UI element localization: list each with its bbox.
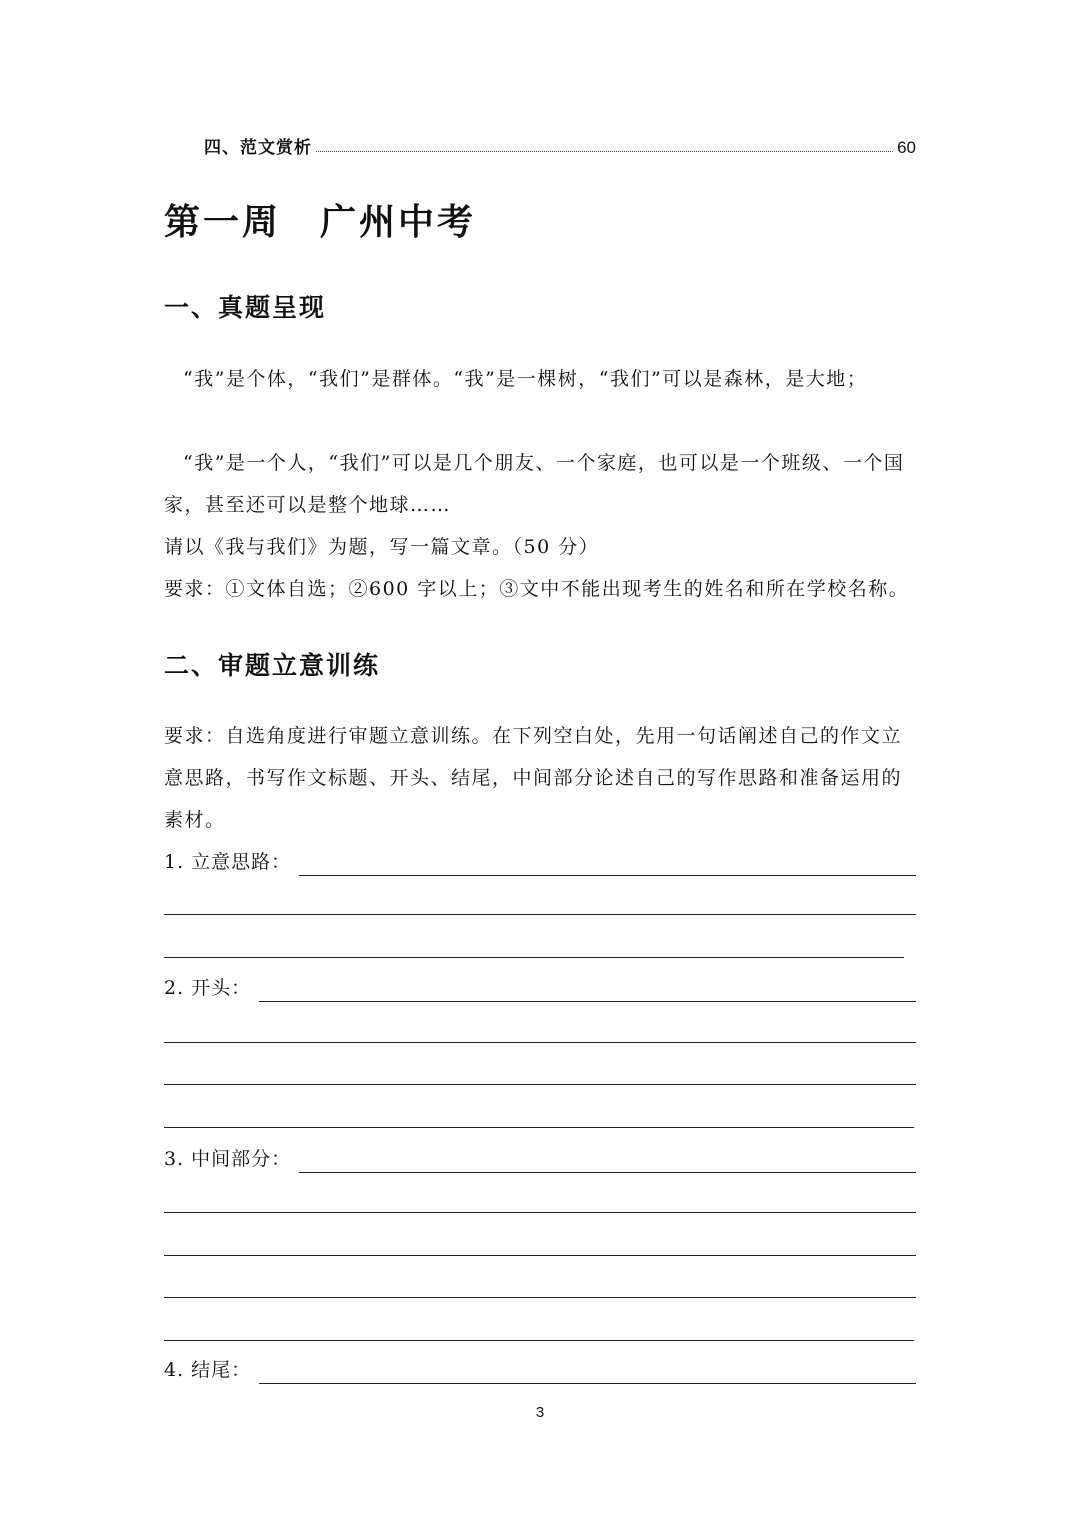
task-statement: 请以《我与我们》为题，写一篇文章。（50 分） (164, 536, 600, 558)
toc-entry (204, 132, 916, 158)
answer-line[interactable] (164, 957, 904, 958)
toc-entry-page: 60 (897, 138, 916, 157)
answer-line[interactable] (164, 1127, 914, 1128)
middle-field[interactable] (164, 1141, 916, 1173)
answer-line[interactable] (259, 1382, 916, 1384)
toc-leader-dots (316, 151, 893, 152)
answer-line[interactable] (164, 1084, 916, 1085)
answer-line[interactable] (164, 1255, 916, 1256)
prompt-paragraph-1: “我”是个体，“我们”是群体。“我”是一棵树，“我们”可以是森林，是大地； (183, 368, 868, 390)
section-heading-training: 二、审题立意训练 (164, 651, 381, 680)
requirements-text: 要求：①文体自选；②600 字以上；③文中不能出现考生的姓名和所在学校名称。 (164, 578, 910, 600)
opening-field[interactable] (164, 970, 916, 1002)
page-number: 3 (535, 1404, 545, 1421)
ending-field[interactable] (164, 1352, 916, 1384)
answer-line[interactable] (164, 1297, 916, 1298)
prompt-paragraph-2: “我”是一个人，“我们”可以是几个朋友、一个家庭，也可以是一个班级、一个国家，甚至还可以是整个地球…… (164, 452, 905, 516)
answer-line[interactable] (259, 1000, 916, 1002)
ending-field-label: 4. 结尾： (164, 1359, 252, 1381)
answer-line[interactable] (299, 1171, 916, 1173)
opening-field-label: 2. 开头： (164, 977, 252, 999)
answer-line[interactable] (164, 1042, 916, 1043)
middle-field-label: 3. 中间部分： (164, 1148, 292, 1170)
answer-line[interactable] (164, 1212, 916, 1213)
answer-line[interactable] (299, 874, 916, 876)
training-instruction: 要求：自选角度进行审题立意训练。在下列空白处，先用一句话阐述自己的作文立意思路，书写作文标题、开头、结尾，中间部分论述自己的写作思路和准备运用的素材。 (164, 725, 903, 831)
answer-line[interactable] (164, 914, 916, 915)
answer-line[interactable] (164, 1340, 914, 1341)
week-title: 第一周 广州中考 (164, 201, 477, 243)
toc-entry-label: 四、范文赏析 (204, 138, 312, 158)
idea-field[interactable] (164, 844, 916, 876)
idea-field-label: 1. 立意思路： (164, 851, 292, 873)
section-heading-real-question: 一、真题呈现 (164, 293, 327, 322)
